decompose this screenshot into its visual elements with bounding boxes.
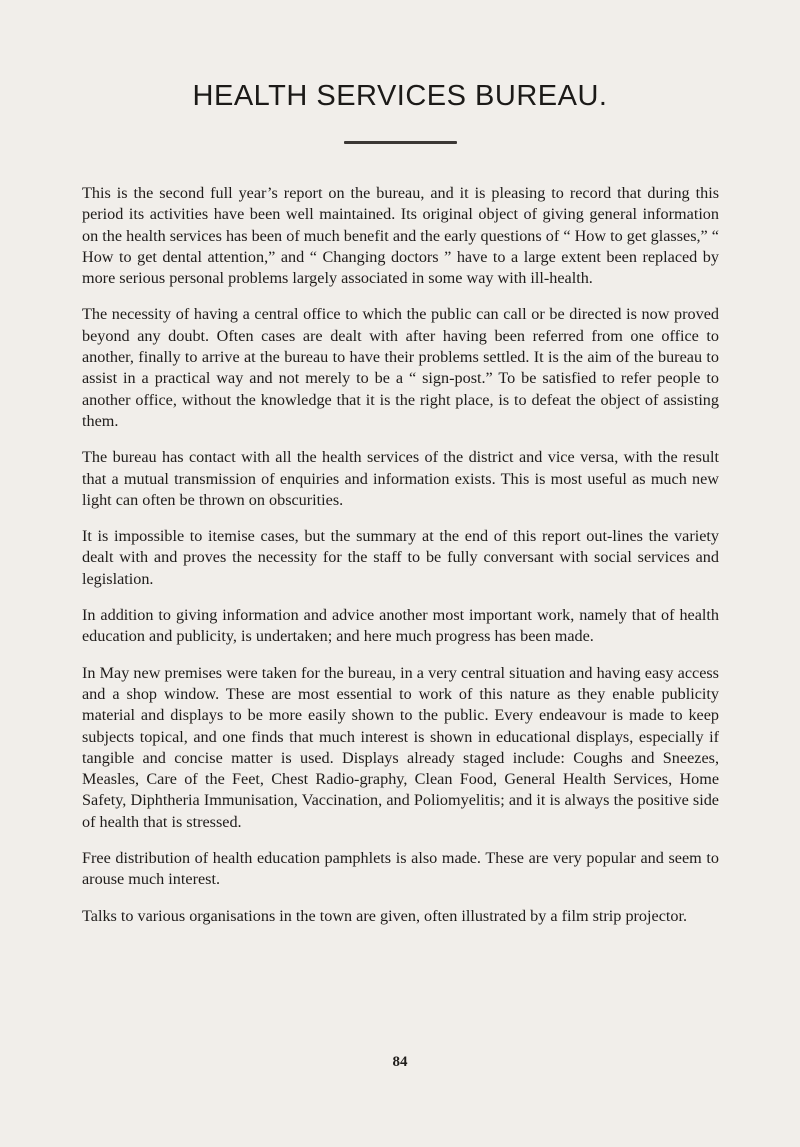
page-title: HEALTH SERVICES BUREAU. xyxy=(192,80,608,112)
title-rule xyxy=(344,141,457,144)
paragraph-2: The necessity of having a central office to which the public can call or be directed is now proved beyond any doubt. Often cases are dealt with after having been referred from one office to another, finally to arrive at the bureau to have their problems settled. It is the aim of the bureau to assist in a practical way and not merely to be a “ sign-post.” To be satisfied to refer people to another office, without the knowledge that it is the right place, is to defeat the object of assisting them. xyxy=(82,305,719,430)
paragraph-1: This is the second full year’s report on the bureau, and it is pleasing to record that during this period its activities have been well maintained. Its original object of giving general information on the health services has been of much benefit and the early questions of “ How to get glasses,” “ How to get dental attention,” and “ Changing doctors ” have to a large extent been replaced by more serious personal problems largely associated in some way with ill-health. xyxy=(82,184,719,288)
paragraph-4: It is impossible to itemise cases, but the summary at the end of this report out-lines the variety dealt with and proves the necessity for the staff to be fully conversant with social services and legislation. xyxy=(82,527,719,588)
page-number: 84 xyxy=(392,1054,408,1070)
paragraph-5: In addition to giving information and advice another most important work, namely that of health education and publicity, is undertaken; and here much progress has been made. xyxy=(82,606,719,646)
body-text xyxy=(82,183,719,942)
paragraph-8: Talks to various organisations in the town are given, often illustrated by a film strip projector. xyxy=(82,906,688,925)
paragraph-3: The bureau has contact with all the health services of the district and vice versa, with the result that a mutual transmission of enquiries and information exists. This is most useful as much new light can often be thrown on obscurities. xyxy=(82,448,719,509)
paragraph-7: Free distribution of health education pamphlets is also made. These are very popular and seem to arouse much interest. xyxy=(82,849,719,889)
paragraph-6: In May new premises were taken for the bureau, in a very central situation and having easy access and a shop window. These are most essential to work of this nature as they enable publicity material and displays to be more easily shown to the public. Every endeavour is made to keep subjects topical, and one finds that much interest is shown in educational displays, especially if tangible and concise matter is used. Displays already staged include: Coughs and Sneezes, Measles, Care of the Feet, Chest Radio-graphy, Clean Food, General Health Services, Home Safety, Diphtheria Immunisation, Vaccination, and Poliomyelitis; and it is always the positive side of health that is stressed. xyxy=(82,663,719,831)
